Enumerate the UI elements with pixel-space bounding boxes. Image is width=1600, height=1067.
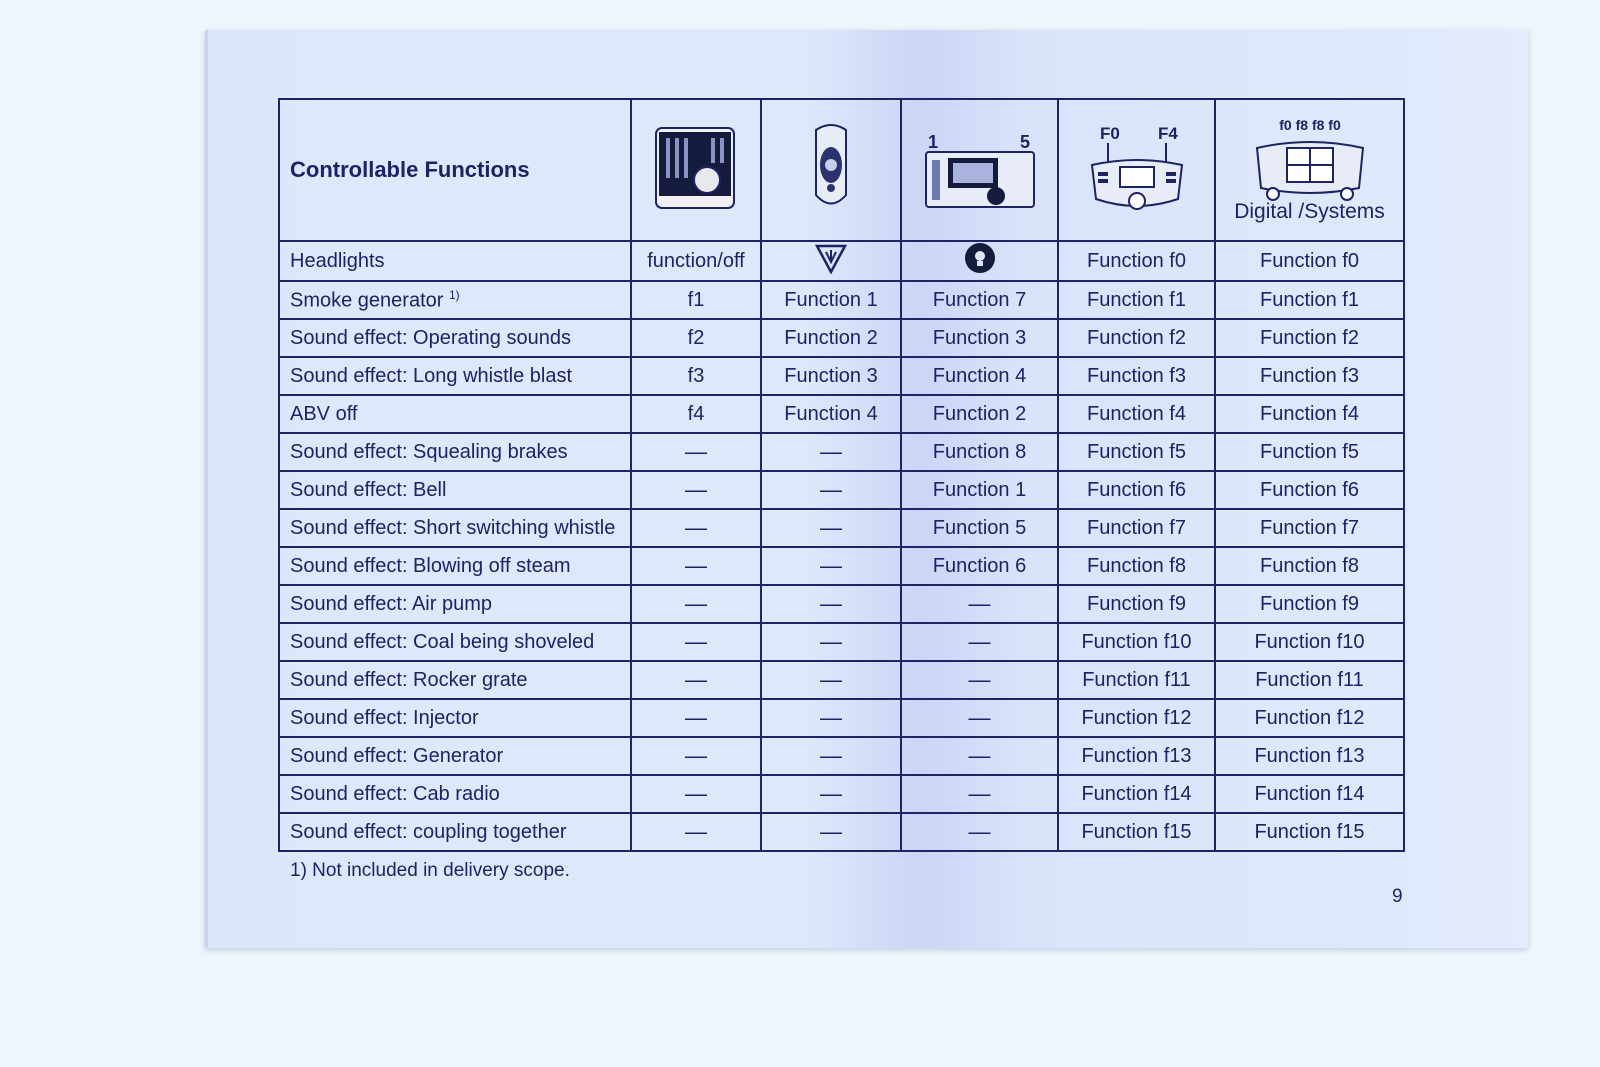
control-unit-icon xyxy=(901,99,1058,241)
row-label xyxy=(279,357,631,395)
control-unit-value: Function 1 xyxy=(901,471,1058,509)
analog-value: — xyxy=(631,813,761,851)
analog-value: f2 xyxy=(631,319,761,357)
table-row xyxy=(279,699,1404,737)
central-station-value: Function f7 xyxy=(1215,509,1404,547)
control-unit-value: — xyxy=(901,661,1058,699)
remote-value: — xyxy=(761,509,901,547)
remote-value: — xyxy=(761,471,901,509)
row-label xyxy=(279,395,631,433)
central-station-value: Function f0 xyxy=(1215,241,1404,281)
table-row xyxy=(279,813,1404,851)
table-row xyxy=(279,357,1404,395)
control-unit-value: — xyxy=(901,775,1058,813)
analog-control-unit-icon xyxy=(631,99,761,241)
analog-value: — xyxy=(631,585,761,623)
mobile-station-icon xyxy=(1058,99,1215,241)
table-row xyxy=(279,509,1404,547)
mobile-station-value: Function f7 xyxy=(1058,509,1215,547)
control-unit-value: — xyxy=(901,737,1058,775)
handheld-remote-icon xyxy=(761,99,901,241)
remote-value: — xyxy=(761,737,901,775)
table-body xyxy=(279,241,1404,851)
central-station-value: Function f6 xyxy=(1215,471,1404,509)
table-row xyxy=(279,737,1404,775)
headlight-button-icon xyxy=(814,257,848,279)
analog-value: — xyxy=(631,547,761,585)
central-station-value: Function f1 xyxy=(1215,281,1404,319)
table-row xyxy=(279,623,1404,661)
row-label xyxy=(279,623,631,661)
row-label-text: Sound effect: Long whistle blast xyxy=(290,364,573,387)
row-label-text: Sound effect: Operating sounds xyxy=(290,326,571,349)
mobile-station-value: Function f6 xyxy=(1058,471,1215,509)
analog-value: — xyxy=(631,471,761,509)
mobile-station-value: Function f9 xyxy=(1058,585,1215,623)
table-row xyxy=(279,433,1404,471)
table-row xyxy=(279,547,1404,585)
row-label-text: Sound effect: coupling together xyxy=(290,820,567,843)
row-label-text: Smoke generator xyxy=(290,289,444,312)
row-label-text: Sound effect: Injector xyxy=(290,706,479,729)
row-label xyxy=(279,471,631,509)
mobile-station-key-f4: F4 xyxy=(1157,124,1178,143)
analog-value: f1 xyxy=(631,281,761,319)
remote-value: — xyxy=(761,813,901,851)
table-row xyxy=(279,281,1404,319)
analog-value: — xyxy=(631,775,761,813)
table-row xyxy=(279,395,1404,433)
control-unit-value: Function 8 xyxy=(901,433,1058,471)
row-label xyxy=(279,281,631,319)
mobile-station-value: Function f11 xyxy=(1058,661,1215,699)
row-label xyxy=(279,319,631,357)
central-station-value: Function f11 xyxy=(1215,661,1404,699)
table-row xyxy=(279,319,1404,357)
analog-value: — xyxy=(631,623,761,661)
analog-value: — xyxy=(631,699,761,737)
analog-value: function/off xyxy=(631,241,761,281)
remote-value: Function 2 xyxy=(761,319,901,357)
analog-value: f4 xyxy=(631,395,761,433)
row-label-text: Sound effect: Short switching whistle xyxy=(290,516,616,539)
row-label xyxy=(279,699,631,737)
remote-value xyxy=(761,241,901,281)
control-unit-value: Function 7 xyxy=(901,281,1058,319)
central-station-icon xyxy=(1215,99,1404,241)
table-header-row xyxy=(279,99,1404,241)
row-label-text: Sound effect: Coal being shoveled xyxy=(290,630,595,653)
mobile-station-value: Function f4 xyxy=(1058,395,1215,433)
analog-value: — xyxy=(631,737,761,775)
remote-value: Function 3 xyxy=(761,357,901,395)
row-label-text: Headlights xyxy=(290,249,385,272)
table-row xyxy=(279,775,1404,813)
control-unit-value xyxy=(901,241,1058,281)
control-unit-value: — xyxy=(901,699,1058,737)
row-label xyxy=(279,241,631,281)
central-station-keys: f0 f8 f8 f0 xyxy=(1278,117,1341,133)
row-label xyxy=(279,547,631,585)
row-label-text: Sound effect: Squealing brakes xyxy=(290,440,568,463)
table-row xyxy=(279,661,1404,699)
control-unit-value: — xyxy=(901,585,1058,623)
mobile-station-value: Function f3 xyxy=(1058,357,1215,395)
mobile-station-value: Function f13 xyxy=(1058,737,1215,775)
central-station-value: Function f10 xyxy=(1215,623,1404,661)
table-row xyxy=(279,471,1404,509)
mobile-station-value: Function f8 xyxy=(1058,547,1215,585)
page-number: 9 xyxy=(1392,886,1403,907)
row-label-text: Sound effect: Air pump xyxy=(290,592,492,615)
control-unit-value: Function 4 xyxy=(901,357,1058,395)
remote-value: — xyxy=(761,661,901,699)
control-unit-value: — xyxy=(901,623,1058,661)
mobile-station-value: Function f0 xyxy=(1058,241,1215,281)
row-label xyxy=(279,433,631,471)
mobile-station-value: Function f2 xyxy=(1058,319,1215,357)
remote-value: — xyxy=(761,775,901,813)
row-label xyxy=(279,737,631,775)
central-station-value: Function f2 xyxy=(1215,319,1404,357)
row-label-text: Sound effect: Rocker grate xyxy=(290,668,528,691)
remote-value: — xyxy=(761,699,901,737)
remote-value: — xyxy=(761,547,901,585)
remote-value: — xyxy=(761,623,901,661)
row-label xyxy=(279,813,631,851)
central-station-value: Function f15 xyxy=(1215,813,1404,851)
mobile-station-value: Function f10 xyxy=(1058,623,1215,661)
control-unit-value: Function 2 xyxy=(901,395,1058,433)
mobile-station-value: Function f5 xyxy=(1058,433,1215,471)
mobile-station-value: Function f14 xyxy=(1058,775,1215,813)
central-station-value: Function f5 xyxy=(1215,433,1404,471)
remote-value: Function 1 xyxy=(761,281,901,319)
remote-value: Function 4 xyxy=(761,395,901,433)
central-station-value: Function f13 xyxy=(1215,737,1404,775)
row-label xyxy=(279,509,631,547)
mobile-station-value: Function f12 xyxy=(1058,699,1215,737)
central-station-value: Function f3 xyxy=(1215,357,1404,395)
table-row xyxy=(279,585,1404,623)
footnote: 1) Not included in delivery scope. xyxy=(290,860,570,881)
row-label-text: Sound effect: Bell xyxy=(290,478,447,501)
row-label xyxy=(279,775,631,813)
digital-systems-label: Digital /Systems xyxy=(1234,200,1385,223)
mobile-station-value: Function f1 xyxy=(1058,281,1215,319)
analog-value: f3 xyxy=(631,357,761,395)
table-title: Controllable Functions xyxy=(279,99,631,241)
row-label xyxy=(279,661,631,699)
control-unit-value: Function 3 xyxy=(901,319,1058,357)
row-label-text: Sound effect: Cab radio xyxy=(290,782,500,805)
control-unit-key-left: 1 xyxy=(927,131,938,152)
table-row xyxy=(279,241,1404,281)
remote-value: — xyxy=(761,433,901,471)
footnote-ref: 1) xyxy=(448,287,460,302)
analog-value: — xyxy=(631,661,761,699)
control-unit-value: Function 6 xyxy=(901,547,1058,585)
central-station-value: Function f9 xyxy=(1215,585,1404,623)
control-unit-value: Function 5 xyxy=(901,509,1058,547)
central-station-value: Function f8 xyxy=(1215,547,1404,585)
analog-value: — xyxy=(631,509,761,547)
row-label-text: Sound effect: Generator xyxy=(290,744,504,767)
row-label-text: Sound effect: Blowing off steam xyxy=(290,554,571,577)
remote-value: — xyxy=(761,585,901,623)
mobile-station-key-f0: F0 xyxy=(1099,124,1120,143)
light-button-icon xyxy=(964,257,996,279)
central-station-value: Function f12 xyxy=(1215,699,1404,737)
central-station-value: Function f4 xyxy=(1215,395,1404,433)
analog-value: — xyxy=(631,433,761,471)
row-label xyxy=(279,585,631,623)
functions-table xyxy=(278,98,1405,852)
row-label-text: ABV off xyxy=(290,402,358,425)
control-unit-key-right: 5 xyxy=(1019,131,1030,152)
control-unit-value: — xyxy=(901,813,1058,851)
mobile-station-value: Function f15 xyxy=(1058,813,1215,851)
central-station-value: Function f14 xyxy=(1215,775,1404,813)
